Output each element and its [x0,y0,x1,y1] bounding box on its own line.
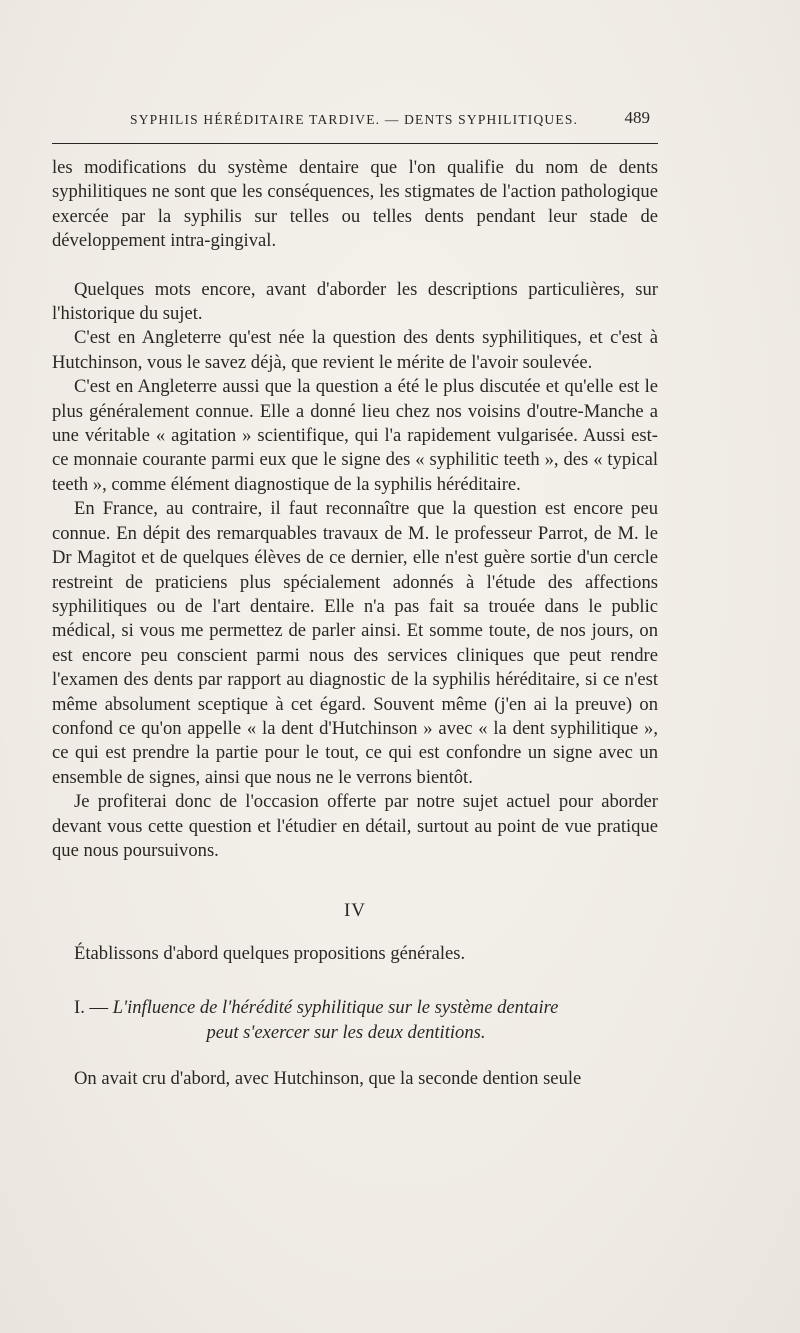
paragraph: Je profiterai donc de l'occasion offerte par notre sujet actuel pour aborder devant vous cette question et l'étudier en détail, surtout au point de vue pratique que nous poursuivons. [52,791,658,861]
paragraph: En France, au contraire, il faut reconnaître que la question est encore peu connue. En dépit des remarquables travaux de M. le professeur Parrot, de M. le Dr Magitot et de quelques élèves de ce dernier, elle n'est guère sortie d'un cercle restreint de praticiens plus spécialement adonnés à l'étude des affections syphilitiques ou de l'art dentaire. Elle n'a pas fait sa trouée dans le public médical, si vous me permettez de parler ainsi. Et somme toute, de nos jours, on est encore peu conscient parmi nous des services cliniques que peut rendre l'examen des dents par rapport au diagnostic de la syphilis héréditaire, si ce n'est même absolument sceptique à cet égard. Souvent même (j'en ai la preuve) on confond ce qu'on appelle « la dent d'Hutchinson » avec « la dent syphilitique », ce qui est prendre la partie pour le tout, ce qui est confondre un signe avec un ensemble de signes, ainsi que nous ne le verrons bientôt. [52,498,658,788]
page-body [52,156,658,1091]
paragraph: Quelques mots encore, avant d'aborder les descriptions particulières, sur l'historique du sujet. [52,278,658,325]
proposition-label: I. — [74,997,109,1019]
paragraph: les modifications du système dentaire que l'on qualifie du nom de dents syphilitiques ne sont que les conséquences, les stigmates de l'action pathologique exercée par la syphilis sur telles ou telles dents pendant leur stade de développement intra-gingival. [52,157,658,252]
header-rule [52,143,658,144]
proposition-line1: L'influence de l'hérédité syphilitique sur le système dentaire [112,997,559,1019]
proposition-heading [52,996,658,1045]
paragraph-gap [52,254,658,278]
proposition-line2: peut s'exercer sur les deux dentitions. [206,1021,486,1043]
page-header [52,106,658,132]
page-number: 489 [624,108,650,127]
section-number: IV [343,900,367,922]
paragraph: On avait cru d'abord, avec Hutchinson, que la seconde dention seule [74,1068,582,1089]
paragraph: C'est en Angleterre qu'est née la question des dents syphilitiques, et c'est à Hutchinson, vous le savez déjà, que revient le mérite de l'avoir soulevée. [52,327,658,373]
section-intro: Établissons d'abord quelques propositions générales. [74,942,466,964]
running-title: SYPHILIS HÉRÉDITAIRE TARDIVE. — DENTS SYPHILITIQUES. [130,112,579,127]
paragraph: C'est en Angleterre aussi que la question a été le plus discutée et qu'elle est le plus généralement connue. Elle a donné lieu chez nos voisins d'outre-Manche a une véritable « agitation » scientifique, qui l'a rapidement vulgarisée. Aussi est-ce monnaie courante parmi eux que le signe des « syphilitic teeth », des « typical teeth », comme élément diagnostique de la syphilis héréditaire. [52,376,658,495]
